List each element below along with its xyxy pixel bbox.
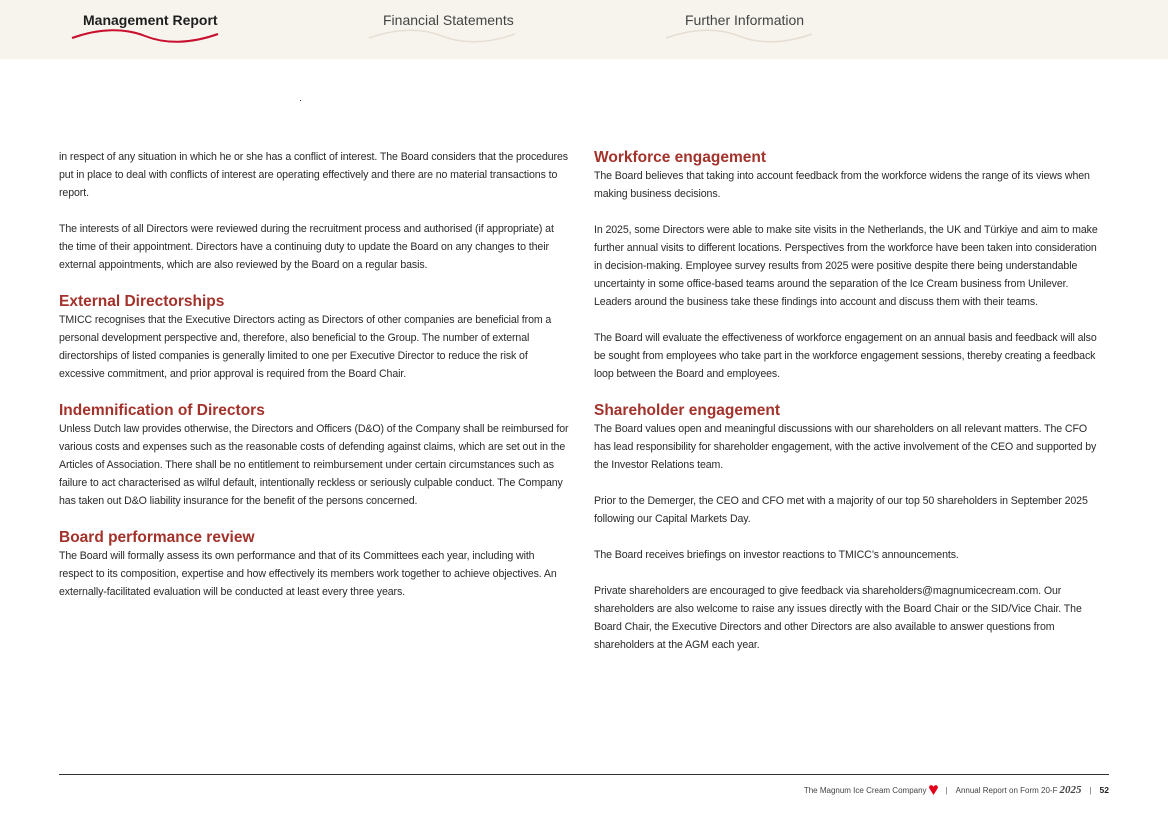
- page-footer: [804, 784, 1109, 796]
- left-column: [59, 148, 571, 601]
- section-heading-external-directorships: External Directorships: [59, 293, 225, 310]
- paragraph: TMICC recognises that the Executive Directors acting as Directors of other companies are beneficial from a personal development perspective and, therefore, also beneficial to the Group. The number of external directorships of listed companies is generally limited to one per Executive Director to reduce the risk of excessive commitment, and prior approval is required from the Board Chair.: [59, 314, 552, 380]
- paragraph: Unless Dutch law provides otherwise, the Directors and Officers (D&O) of the Company shall be reimbursed for various costs and expenses such as the reasonable costs of defending against claims, which are set out in the Articles of Association. There shall be no entitlement to reimbursement under certain circumstances such as failure to act characterised as wilful default, intentionally reckless or seriously culpable conduct. The Company has taken out D&O liability insurance for the benefit of the persons concerned.: [59, 423, 569, 507]
- paragraph: The Board receives briefings on investor reactions to TMICC’s announcements.: [594, 549, 959, 561]
- paragraph: The Board values open and meaningful discussions with our shareholders on all relevant matters. The CFO has lead responsibility for shareholder engagement, with the active involvement of the CEO and supported by the Investor Relations team.: [594, 423, 1097, 471]
- section-heading-workforce-engagement: Workforce engagement: [594, 149, 766, 166]
- stray-dot: [300, 100, 301, 101]
- tab-underline-active: [70, 29, 220, 43]
- page-number: 52: [1099, 785, 1109, 795]
- tab-underline: [367, 29, 517, 43]
- paragraph: Prior to the Demerger, the CEO and CFO met with a majority of our top 50 shareholders in September 2025 following our Capital Markets Day.: [594, 495, 1088, 525]
- footer-separator: |: [1089, 785, 1092, 795]
- tab-further-information[interactable]: Further Information: [685, 12, 805, 28]
- tab-underline: [664, 29, 814, 43]
- tab-financial-statements[interactable]: Financial Statements: [383, 12, 514, 28]
- footer-year: 2025: [1059, 784, 1082, 796]
- paragraph: The Board will formally assess its own performance and that of its Committees each year, including with respect to its composition, expertise and how effectively its members work together to achieve objectives. An externally-facilitated evaluation will be conducted at least every three years.: [59, 550, 557, 598]
- section-heading-indemnification: Indemnification of Directors: [59, 402, 265, 419]
- section-heading-board-performance: Board performance review: [59, 529, 255, 546]
- paragraph: in respect of any situation in which he or she has a conflict of interest. The Board considers that the procedures put in place to deal with conflicts of interest are operating effectively and there are no material transactions to report.: [59, 151, 568, 199]
- paragraph: In 2025, some Directors were able to make site visits in the Netherlands, the UK and Türkiye and aim to make further annual visits to different locations. Perspectives from the workforce have been taken into consideration in decision-making. Employee survey results from 2025 were positive despite there being understandable uncertainty in some office-based teams around the separation of the Ice Cream business from Unilever. Leaders around the business take these findings into account and discuss them with their teams.: [594, 224, 1098, 308]
- top-navigation: [0, 0, 1168, 59]
- paragraph: Private shareholders are encouraged to give feedback via shareholders@magnumicecream.com. Our shareholders are also welcome to raise any issues directly with the Board Chair or the SID/Vice Chair. The Board Chair, the Executive Directors and other Directors are also available to answer questions from shareholders at the AGM each year.: [594, 585, 1082, 651]
- paragraph: The Board believes that taking into account feedback from the workforce widens the range of its views when making business decisions.: [594, 170, 1090, 200]
- footer-report-title: Annual Report on Form 20-F: [955, 785, 1058, 795]
- tab-management-report[interactable]: Management Report: [83, 12, 218, 28]
- paragraph: The Board will evaluate the effectiveness of workforce engagement on an annual basis and feedback will also be sought from employees who take part in the workforce engagement sessions, thereby creating a feedback loop between the Board and employees.: [594, 332, 1097, 380]
- heart-icon: [929, 785, 938, 795]
- footer-divider: [59, 774, 1109, 775]
- right-column: [594, 148, 1106, 654]
- paragraph: The interests of all Directors were reviewed during the recruitment process and authorised (if appropriate) at the time of their appointment. Directors have a continuing duty to update the Board on any changes to their external appointments, which are also reviewed by the Board on a regular basis.: [59, 223, 554, 271]
- section-heading-shareholder-engagement: Shareholder engagement: [594, 402, 781, 419]
- footer-separator: |: [945, 785, 948, 795]
- footer-company-name: The Magnum Ice Cream Company: [803, 785, 927, 795]
